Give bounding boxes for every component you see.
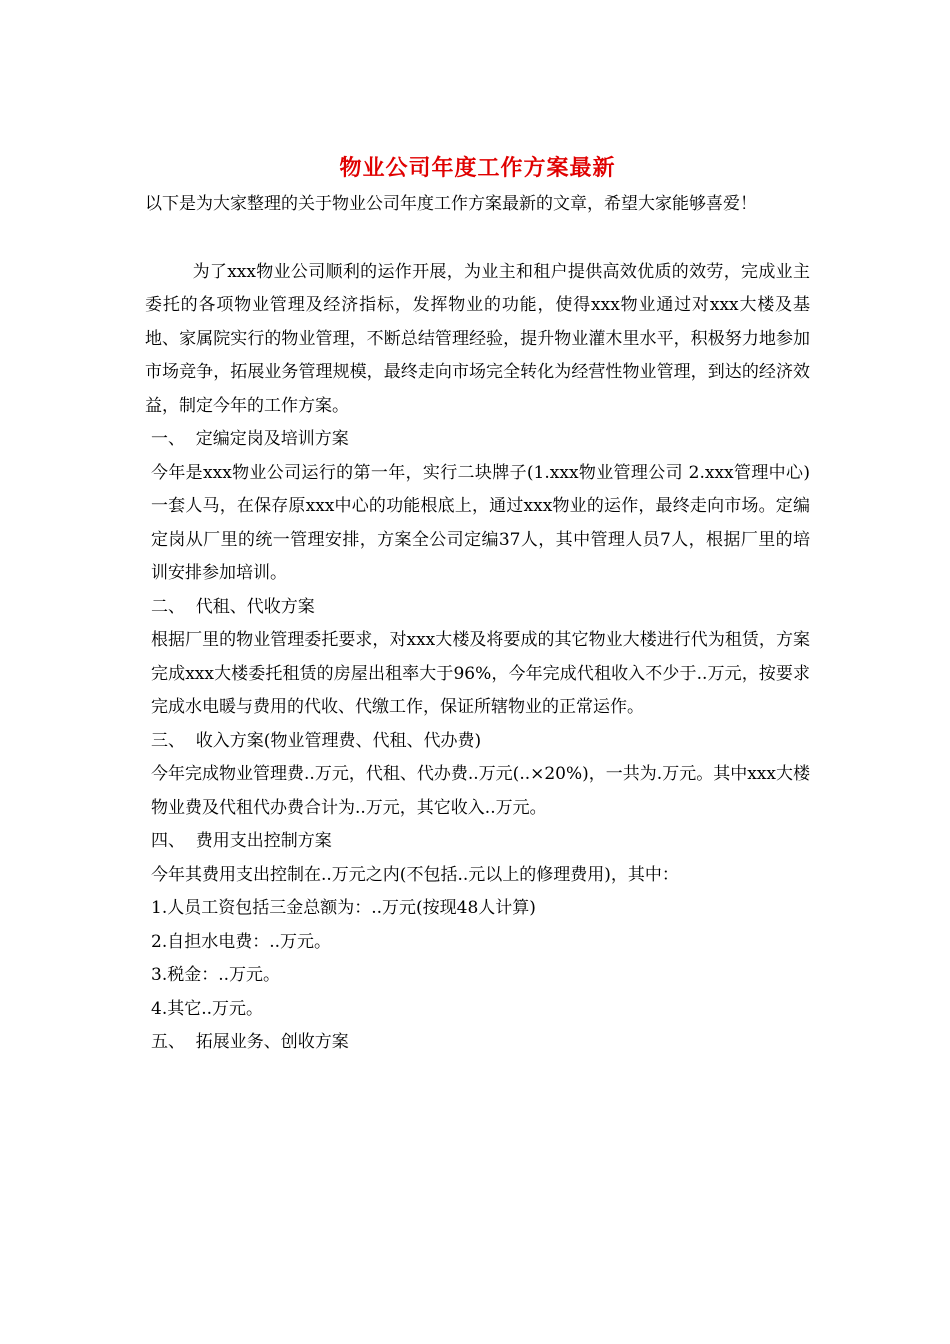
section-3-body: 今年完成物业管理费..万元，代租、代办费..万元(..×20%)，一共为.万元。其中xxx大楼物业费及代租代办费合计为..万元，其它收入..万元。 — [151, 764, 810, 818]
section-4-item: 1.人员工资包括三金总额为：..万元(按现48人计算) — [151, 898, 536, 918]
document-title: 物业公司年度工作方案最新 — [339, 155, 616, 181]
section-4-item: 2.自担水电费：..万元。 — [151, 931, 332, 952]
section-2-body: 根据厂里的物业管理委托要求，对xxx大楼及将要成的其它物业大楼进行代为租赁，方案完成xxx大楼委托租赁的房屋出租率大于96%，今年完成代租收入不少于..万元，按要求完成水电暖与费用的代收、代缴工作，保证所辖物业的正常运作。 — [151, 630, 810, 717]
section-4-heading: 四、 费用支出控制方案 — [151, 831, 332, 851]
section-1-heading: 一、 定编定岗及培训方案 — [151, 429, 349, 449]
intro-paragraph: 以下是为大家整理的关于物业公司年度工作方案最新的文章，希望大家能够喜爱！ — [145, 194, 757, 214]
section-4-body: 今年其费用支出控制在..万元之内(不包括..元以上的修理费用)，其中： — [151, 864, 679, 885]
section-4-item: 3.税金：..万元。 — [151, 965, 281, 985]
section-3-heading: 三、 收入方案(物业管理费、代租、代办费) — [151, 730, 482, 751]
section-2-heading: 二、 代租、代收方案 — [151, 596, 315, 617]
paragraph-gap — [145, 222, 810, 256]
document-page — [145, 148, 810, 1060]
section-5-heading: 五、 拓展业务、创收方案 — [151, 1032, 349, 1052]
section-4-item: 4.其它..万元。 — [151, 998, 264, 1019]
section-1-body: 今年是xxx物业公司运行的第一年，实行二块牌子(1.xxx物业管理公司 2.xxx管理中心)一套人马，在保存原xxx中心的功能根底上，通过xxx物业的运作，最终走向市场。定编定岗从厂里的统一管理安排，方案全公司定编37人，其中管理人员7人，根据厂里的培训安排参加培训。 — [151, 462, 810, 583]
lead-paragraph: 为了xxx物业公司顺利的运作开展，为业主和租户提供高效优质的效劳，完成业主委托的各项物业管理及经济指标，发挥物业的功能，使得xxx物业通过对xxx大楼及基地、家属院实行的物业管理，不断总结管理经验，提升物业灌木里水平，积极努力地参加市场竞争，拓展业务管理规模，最终走向市场完全转化为经营性物业管理，到达的经济效益，制定今年的工作方案。 — [145, 261, 810, 416]
